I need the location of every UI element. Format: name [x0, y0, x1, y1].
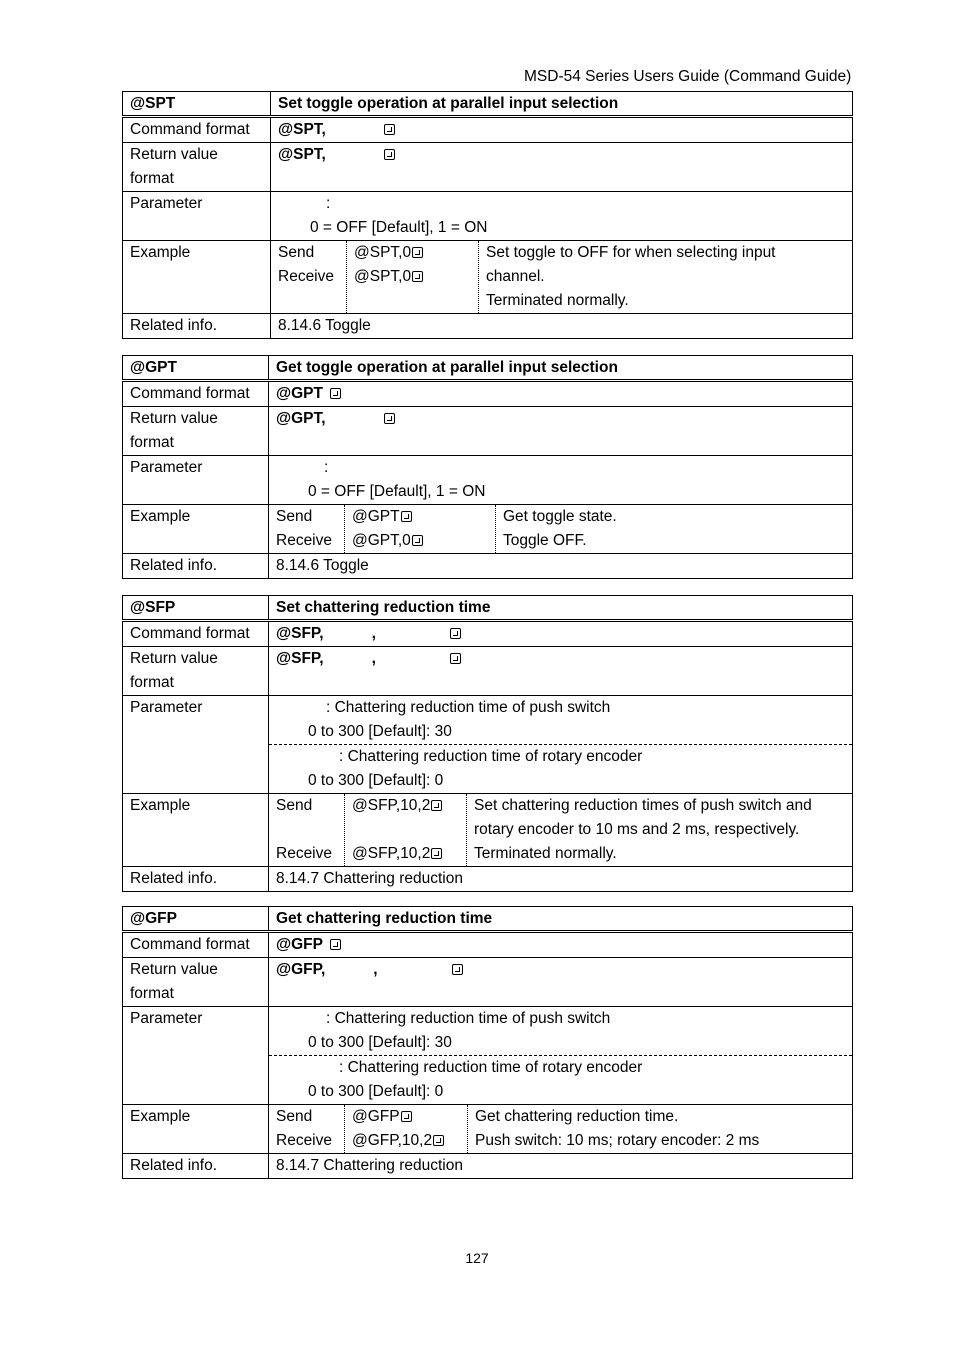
sfp-param1-desc: : Chattering reduction time of push switch [326, 699, 611, 716]
related-info-label: Related info. [123, 554, 269, 579]
gfp-receive-command: @GFP,10,2 [352, 1132, 433, 1149]
return-value-label-2: format [130, 170, 174, 187]
receive-label: Receive [276, 532, 332, 549]
related-info-label: Related info. [123, 314, 271, 339]
spt-command-name: @SPT [123, 92, 271, 117]
sfp-related-info: 8.14.7 Chattering reduction [269, 867, 853, 892]
spt-return-format: @SPT, [278, 146, 326, 163]
sfp-param1-range: 0 to 300 [Default]: 30 [308, 723, 452, 740]
gpt-send-command: @GPT [352, 508, 400, 525]
parameter-label: Parameter [123, 456, 269, 505]
gpt-param-values: 0 = OFF [Default], 1 = ON [308, 483, 486, 500]
spt-example-desc-3: Terminated normally. [486, 292, 629, 309]
gfp-example [269, 1105, 852, 1153]
sfp-example-desc-1: Set chattering reduction times of push switch and [474, 797, 812, 814]
spt-receive-command: @SPT,0 [354, 268, 412, 285]
command-format-label: Command format [123, 621, 269, 647]
parameter-label: Parameter [123, 1007, 269, 1105]
return-key-icon [412, 271, 423, 282]
gfp-command-title: Get chattering reduction time [269, 907, 853, 932]
gfp-example-desc-1: Get chattering reduction time. [475, 1108, 679, 1125]
page-number: 127 [465, 1250, 489, 1266]
gfp-param1-desc: : Chattering reduction time of push switch [326, 1010, 611, 1027]
sfp-param2-desc: : Chattering reduction time of rotary encoder [339, 748, 643, 765]
gpt-example-desc-2: Toggle OFF. [503, 532, 587, 549]
sfp-receive-command: @SFP,10,2 [352, 845, 431, 862]
return-value-label: Return value [130, 410, 218, 427]
example-label: Example [123, 1105, 269, 1154]
return-key-icon [450, 653, 461, 664]
sfp-send-command: @SFP,10,2 [352, 797, 431, 814]
page-header: MSD-54 Series Users Guide (Command Guide) [524, 68, 852, 85]
return-value-label: Return value [130, 650, 218, 667]
sfp-command-format: @SFP, [276, 625, 324, 642]
spt-example-desc-2: channel. [486, 268, 545, 285]
example-label: Example [123, 241, 271, 314]
gpt-param-colon: : [324, 459, 329, 476]
gfp-param2-range: 0 to 300 [Default]: 0 [308, 1083, 444, 1100]
return-key-icon [384, 413, 395, 424]
return-value-label-2: format [130, 985, 174, 1002]
receive-label: Receive [278, 268, 334, 285]
command-format-label: Command format [123, 381, 269, 407]
gpt-command-table [122, 355, 853, 579]
spt-command-table [122, 91, 853, 339]
gfp-param2-desc: : Chattering reduction time of rotary encoder [339, 1059, 643, 1076]
return-key-icon [412, 247, 423, 258]
spt-command-title: Set toggle operation at parallel input selection [271, 92, 853, 117]
spt-send-command: @SPT,0 [354, 244, 412, 261]
sfp-example [269, 794, 852, 866]
send-label: Send [276, 1108, 313, 1125]
return-key-icon [330, 388, 341, 399]
related-info-label: Related info. [123, 867, 269, 892]
gfp-return-format: @GFP, [276, 961, 326, 978]
return-key-icon [450, 628, 461, 639]
return-key-icon [431, 800, 442, 811]
related-info-label: Related info. [123, 1154, 269, 1179]
parameter-label: Parameter [123, 696, 269, 794]
return-value-label: Return value [130, 146, 218, 163]
return-key-icon [401, 1111, 412, 1122]
sfp-command-title: Set chattering reduction time [269, 596, 853, 621]
return-value-label: Return value [130, 961, 218, 978]
return-key-icon [433, 1135, 444, 1146]
sfp-return-format: @SFP, [276, 650, 324, 667]
sfp-param2-range: 0 to 300 [Default]: 0 [308, 772, 444, 789]
return-value-label-2: format [130, 674, 174, 691]
sfp-example-desc-2: rotary encoder to 10 ms and 2 ms, respectively. [474, 821, 800, 838]
gfp-send-command: @GFP [352, 1108, 400, 1125]
return-key-icon [401, 511, 412, 522]
send-label: Send [278, 244, 315, 261]
spt-example-desc-1: Set toggle to OFF for when selecting input [486, 244, 776, 261]
gfp-command-table [122, 906, 853, 1179]
return-key-icon [412, 535, 423, 546]
receive-label: Receive [276, 845, 332, 862]
gpt-return-format: @GPT, [276, 410, 326, 427]
command-format-label: Command format [123, 117, 271, 143]
spt-example [271, 241, 852, 313]
command-format-label: Command format [123, 932, 269, 958]
return-key-icon [452, 964, 463, 975]
spt-command-format: @SPT, [278, 121, 326, 138]
sfp-command-name: @SFP [123, 596, 269, 621]
gpt-command-name: @GPT [123, 356, 269, 381]
gpt-command-format: @GPT [276, 385, 323, 402]
sfp-example-desc-3: Terminated normally. [474, 845, 617, 862]
sfp-command-table [122, 595, 853, 892]
gpt-example [269, 505, 852, 553]
sfp-format-comma: , [371, 625, 376, 642]
gfp-command-format: @GFP [276, 936, 323, 953]
receive-label: Receive [276, 1132, 332, 1149]
gpt-command-title: Get toggle operation at parallel input selection [269, 356, 853, 381]
gpt-example-desc-1: Get toggle state. [503, 508, 617, 525]
example-label: Example [123, 505, 269, 554]
return-key-icon [431, 848, 442, 859]
gfp-related-info: 8.14.7 Chattering reduction [269, 1154, 853, 1179]
return-key-icon [330, 939, 341, 950]
return-key-icon [384, 149, 395, 160]
gpt-related-info: 8.14.6 Toggle [269, 554, 853, 579]
return-key-icon [384, 124, 395, 135]
gfp-return-comma: , [373, 961, 378, 978]
example-label: Example [123, 794, 269, 867]
return-value-label-2: format [130, 434, 174, 451]
spt-param-values: 0 = OFF [Default], 1 = ON [310, 219, 488, 236]
gfp-param1-range: 0 to 300 [Default]: 30 [308, 1034, 452, 1051]
gfp-example-desc-2: Push switch: 10 ms; rotary encoder: 2 ms [475, 1132, 760, 1149]
send-label: Send [276, 508, 313, 525]
gpt-receive-command: @GPT,0 [352, 532, 411, 549]
parameter-label: Parameter [123, 192, 271, 241]
spt-related-info: 8.14.6 Toggle [271, 314, 853, 339]
spt-param-colon: : [326, 195, 331, 212]
send-label: Send [276, 797, 313, 814]
gfp-command-name: @GFP [123, 907, 269, 932]
sfp-return-comma: , [371, 650, 376, 667]
